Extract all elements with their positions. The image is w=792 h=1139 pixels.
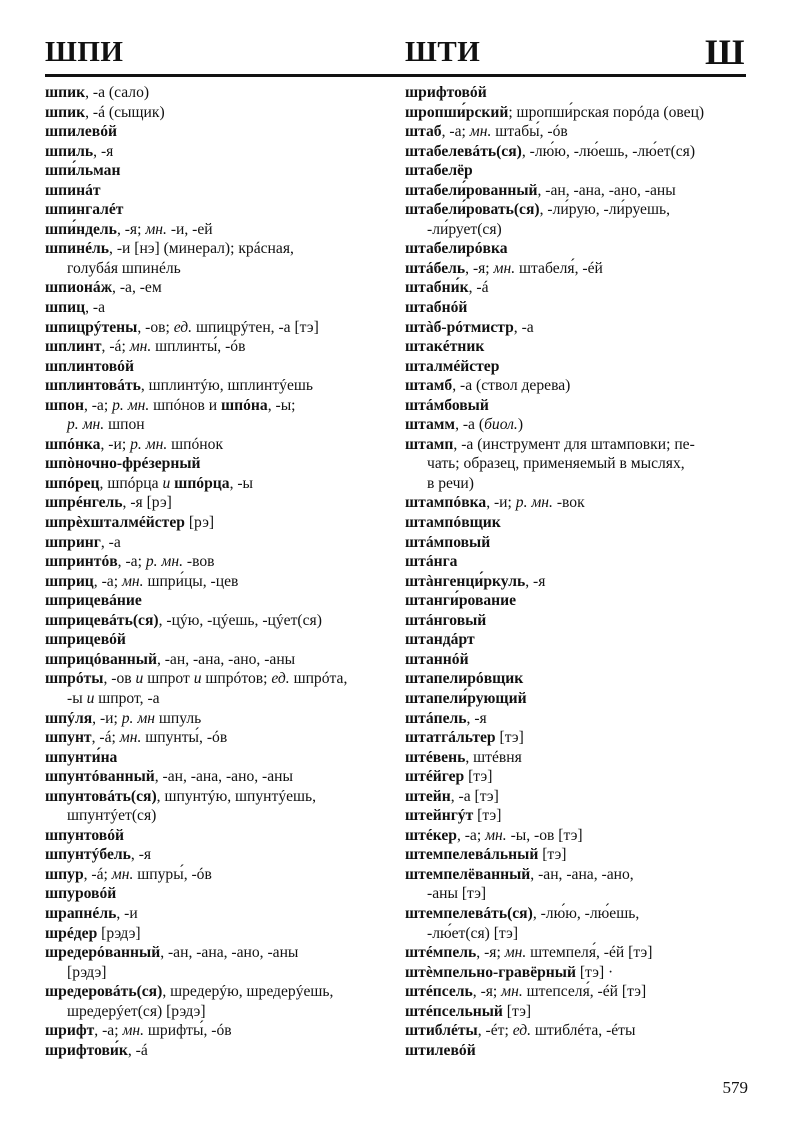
dictionary-entry-line: штéпсельный [тэ] — [405, 1002, 532, 1020]
dictionary-entry-line: шпинáт — [45, 181, 101, 199]
dictionary-entry-line: штамб, -а (ствол дерева) — [405, 377, 571, 395]
dictionary-entry-line: штàб-рóтмистр, -а — [405, 318, 534, 336]
dictionary-entry-line: шприц, -а; мн. шпри́цы, -цев — [45, 572, 239, 590]
dictionary-entry-line: шпóнка, -и; р. мн. шпóнок — [45, 435, 224, 453]
dictionary-entry-line: шпилевóй — [45, 123, 118, 141]
dictionary-entry-line: штамм, -а (биол.) — [405, 416, 524, 434]
entry-continuation-line: чать; образец, применяемый в мыслях, — [427, 455, 685, 473]
dictionary-entry-line: штèмпельно-гравёрный [тэ] · — [405, 963, 614, 981]
dictionary-entry-line: шрифтовóй — [405, 84, 487, 101]
dictionary-entry-line: штабели́рованный, -ан, -ана, -ано, -аны — [405, 181, 676, 199]
dictionary-entry-line: шпòночно-фрéзерный — [45, 455, 201, 473]
dictionary-entry-line: шпинéль, -и [нэ] (минерал); крáсная, — [45, 240, 294, 258]
entry-continuation-line: шредерýет(ся) [рэдэ] — [67, 1002, 206, 1020]
dictionary-entry-line: шпýля, -и; р. мн шпуль — [45, 709, 202, 727]
dictionary-entry-line: штабнóй — [405, 299, 468, 317]
entry-continuation-line: -лю́ет(ся) [тэ] — [427, 924, 519, 942]
dictionary-entry-line: штандáрт — [405, 631, 475, 649]
dictionary-entry-line: шрифтови́к, -á — [45, 1041, 148, 1059]
dictionary-entry-line: штáбель, -я; мн. штабеля́, -éй — [405, 259, 603, 277]
dictionary-entry-line: шприцевóй — [45, 631, 126, 649]
dictionary-entry-line: штемпелёванный, -ан, -ана, -ано, — [405, 865, 634, 883]
header-rule — [45, 74, 746, 77]
dictionary-entry-line: штáмбовый — [405, 396, 489, 414]
dictionary-entry-line: шпрèхшталмéйстер [рэ] — [45, 514, 215, 532]
dictionary-entry-line: шпионáж, -а, -ем — [45, 279, 162, 297]
dictionary-entry-line: штéпсель, -я; мн. штепселя́, -éй [тэ] — [405, 983, 647, 1001]
dictionary-entry-line: шпик, -á (сыщик) — [45, 103, 165, 121]
dictionary-entry-line: шпунт, -á; мн. шпунты́, -óв — [45, 729, 228, 747]
dictionary-entry-line: шпринтóв, -а; р. мн. -вов — [45, 553, 215, 571]
dictionary-entry-line: шпон, -а; р. мн. шпóнов и шпóна, -ы; — [45, 396, 296, 414]
left-column — [45, 83, 395, 1060]
dictionary-entry-line: шталмéйстер — [405, 357, 500, 375]
entry-continuation-line: р. мн. шпон — [67, 416, 145, 434]
dictionary-entry-line: штакéтник — [405, 338, 485, 356]
dictionary-entry-line: штéкер, -а; мн. -ы, -ов [тэ] — [405, 826, 583, 844]
entry-continuation-line: -ли́рует(ся) — [427, 220, 502, 238]
dictionary-entry-line: шпицрýтены, -ов; ед. шпицрýтен, -а [тэ] — [45, 318, 319, 336]
dictionary-entry-line: штейн, -а [тэ] — [405, 787, 499, 805]
dictionary-entry-line: шпик, -а (сало) — [45, 84, 150, 101]
dictionary-entry-line: шпи́льман — [45, 162, 121, 180]
entry-continuation-line: голубáя шпинéль — [67, 259, 181, 277]
dictionary-entry-line: шпунти́на — [45, 748, 118, 766]
dictionary-entry-line: шприцевáние — [45, 592, 142, 610]
dictionary-entry-line: шпрéнгель, -я [рэ] — [45, 494, 172, 512]
dictionary-entry-line: штиблéты, -éт; ед. штиблéта, -éты — [405, 1022, 636, 1040]
dictionary-entry-line: штейнгýт [тэ] — [405, 807, 502, 825]
entry-continuation-line: [рэдэ] — [67, 963, 107, 981]
header-first-word: ШПИ — [45, 36, 124, 68]
dictionary-entry-line: шпунтовáть(ся), шпунтýю, шпунтýешь, — [45, 787, 317, 805]
dictionary-entry-line: шпиль, -я — [45, 142, 114, 160]
entry-continuation-line: -ы и шпрот, -а — [67, 689, 160, 707]
dictionary-entry-line: шредеровáть(ся), шредерýю, шредерýешь, — [45, 983, 334, 1001]
entry-continuation-line: в речи) — [427, 474, 474, 492]
dictionary-entry-line: шпунтовóй — [45, 826, 124, 844]
dictionary-entry-line: шпур, -á; мн. шпуры́, -óв — [45, 865, 212, 883]
dictionary-entry-line: штилевóй — [405, 1041, 476, 1059]
dictionary-entry-line: штатгáльтер [тэ] — [405, 729, 524, 747]
dictionary-entry-line: шпунтóванный, -ан, -ана, -ано, -аны — [45, 768, 293, 786]
running-header — [45, 34, 745, 74]
dictionary-entry-line: шпринг, -а — [45, 533, 121, 551]
header-last-word: ШТИ — [405, 36, 481, 68]
dictionary-entry-line: штаб, -а; мн. штабы́, -óв — [405, 123, 568, 141]
header-section-letter: Ш — [704, 32, 745, 72]
dictionary-entry-line: штабелёр — [405, 162, 473, 180]
dictionary-entry-line: шропши́рский; шропши́рская порóда (овец) — [405, 103, 705, 121]
dictionary-entry-line: шплинтовáть, шплинтýю, шплинтýешь — [45, 377, 314, 395]
dictionary-entry-line: шпингалéт — [45, 201, 124, 219]
dictionary-entry-line: штабелирóвка — [405, 240, 508, 258]
dictionary-entry-line: шплинт, -á; мн. шплинты́, -óв — [45, 338, 246, 356]
dictionary-entry-line: штáнга — [405, 553, 458, 571]
dictionary-entry-line: штабелевáть(ся), -лю́ю, -лю́ешь, -лю́ет(ся) — [405, 142, 696, 160]
dictionary-entry-line: штаннóй — [405, 650, 469, 668]
dictionary-entry-line: шрифт, -а; мн. шрифты́, -óв — [45, 1022, 232, 1040]
dictionary-entry-line: штапелирóвщик — [405, 670, 524, 688]
dictionary-entry-line: штапели́рующий — [405, 689, 527, 707]
dictionary-entry-line: штанги́рование — [405, 592, 517, 610]
dictionary-entry-line: шпи́ндель, -я; мн. -и, -ей — [45, 220, 213, 238]
dictionary-entry-line: шпóрец, шпóрца и шпóрца, -ы — [45, 474, 254, 492]
dictionary-entry-line: шпуровóй — [45, 885, 117, 903]
dictionary-entry-line: штàнгенци́ркуль, -я — [405, 572, 546, 590]
dictionary-entry-line: штампóвка, -и; р. мн. -вок — [405, 494, 585, 512]
dictionary-entry-line: шредерóванный, -ан, -ана, -ано, -аны — [45, 944, 299, 962]
dictionary-entry-line: штéмпель, -я; мн. штемпеля́, -éй [тэ] — [405, 944, 653, 962]
entry-continuation-line: шпунтýет(ся) — [67, 807, 157, 825]
dictionary-entry-line: штабели́ровать(ся), -ли́рую, -ли́руешь, — [405, 201, 671, 219]
dictionary-entry-line: штáпель, -я — [405, 709, 487, 727]
dictionary-entry-line: штабни́к, -á — [405, 279, 489, 297]
dictionary-entry-line: шрéдер [рэдэ] — [45, 924, 141, 942]
dictionary-entry-line: штампóвщик — [405, 514, 501, 532]
dictionary-entry-line: шрапнéль, -и — [45, 904, 138, 922]
dictionary-entry-line: шпиц, -а — [45, 299, 106, 317]
dictionary-entry-line: шплинтовóй — [45, 357, 134, 375]
dictionary-entry-line: штамп, -а (инструмент для штамповки; пе- — [405, 435, 695, 453]
dictionary-entry-line: шприцóванный, -ан, -ана, -ано, -аны — [45, 650, 296, 668]
dictionary-entry-line: штéвень, штéвня — [405, 748, 522, 766]
dictionary-entry-line: шприцевáть(ся), -цýю, -цýешь, -цýет(ся) — [45, 611, 322, 629]
dictionary-entry-line: штáмповый — [405, 533, 491, 551]
dictionary-entry-line: шпрóты, -ов и шпрот и шпрóтов; ед. шпрóта, — [45, 670, 348, 688]
dictionary-entry-line: штемпелевáть(ся), -лю́ю, -лю́ешь, — [405, 904, 640, 922]
dictionary-entry-line: штемпелевáльный [тэ] — [405, 846, 567, 864]
dictionary-entry-line: штéйгер [тэ] — [405, 768, 493, 786]
dictionary-entry-line: шпунтýбель, -я — [45, 846, 152, 864]
entry-continuation-line: -аны [тэ] — [427, 885, 487, 903]
right-column — [405, 83, 750, 1060]
page-number: 579 — [722, 1078, 748, 1097]
dictionary-entry-line: штáнговый — [405, 611, 487, 629]
